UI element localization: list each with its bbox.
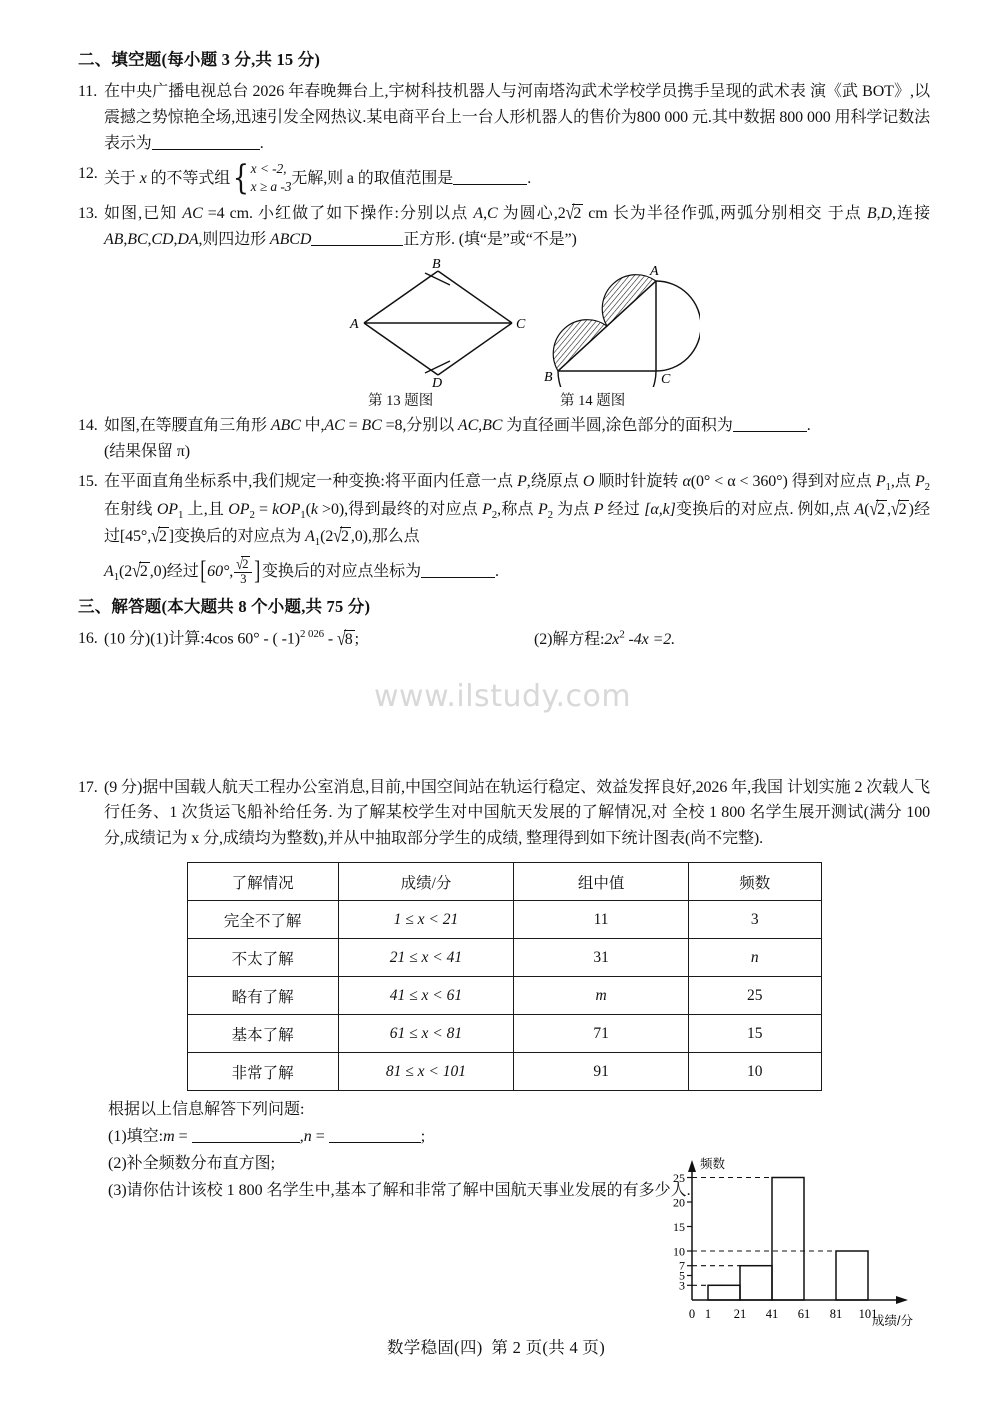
question-17-number: 17.	[78, 778, 98, 796]
q17-s1c: ,	[299, 1128, 304, 1146]
ytick-5: 5	[679, 1268, 685, 1283]
xtick-1: 1	[704, 1307, 712, 1321]
statistics-table-wrap	[78, 862, 930, 1091]
q13-l2a: 于点	[827, 205, 867, 223]
q15-l2g: 在射线	[104, 500, 157, 518]
cell-category: 完全不了解	[187, 901, 338, 939]
q13-radicand: 2	[573, 205, 582, 223]
q13-quad-abcd: ABCD	[269, 230, 312, 248]
q13-seg-bc: BC	[127, 230, 148, 248]
table-head	[187, 863, 821, 901]
q17-var-n: n	[303, 1128, 312, 1146]
q17-l4: 整理得到如下统计图表(尚不完整).	[526, 830, 764, 848]
q16-p1-radicand: 8	[344, 630, 353, 648]
q13-point-c: C	[486, 205, 498, 223]
figure-captions	[78, 389, 930, 413]
q17-s1eq2: =	[311, 1128, 329, 1146]
question-16-body	[104, 626, 930, 652]
sqrt-sign-2: √	[869, 498, 879, 520]
q15-point-p: P	[517, 472, 527, 490]
q17-sub-3: (3)请你估计该校 1 800 名学生中,基本了解和非常了解中国航天事业发展的有多少人.	[108, 1181, 691, 1199]
q13-t7: 为圆心,2	[497, 205, 566, 223]
q15-l4c: (2	[119, 562, 133, 580]
watermark: www.ilstudy.com	[374, 679, 632, 714]
q11-line-3: 元.其中数据 800 000 用科学记数法表示为	[104, 108, 931, 152]
q13-point-a: A	[473, 205, 484, 223]
q15-l2p: (	[305, 500, 311, 518]
question-12-body	[104, 157, 930, 198]
q15-k: k	[310, 500, 318, 518]
q13-t5: ,	[483, 205, 487, 223]
ytick-7: 7	[679, 1258, 685, 1273]
q15-a1-b: A	[104, 562, 114, 580]
histogram-bar-2	[740, 1266, 772, 1300]
q14-seg-bc-2: BC	[482, 416, 503, 434]
q15-frac-num	[234, 556, 252, 573]
q12-prefix: 关于	[104, 169, 140, 187]
q15-l1g: (0° < α < 360°)	[690, 472, 788, 490]
histogram-bar-3	[772, 1178, 804, 1301]
q17-blank-n[interactable]	[329, 1126, 421, 1143]
question-11-body	[104, 79, 930, 157]
q15-l4i: .	[495, 562, 499, 580]
ytick-15: 15	[673, 1220, 685, 1234]
q15-rad-5: 2	[139, 562, 148, 580]
q15-l3d: (	[864, 500, 870, 518]
page-content	[78, 48, 930, 1205]
q13-seg-da: DA	[177, 230, 199, 248]
q16-p1b: -	[324, 630, 338, 648]
q13-l2g: ,	[123, 230, 128, 248]
cell-midvalue: 91	[514, 1053, 689, 1091]
section-2-title: 二、填空题	[78, 50, 162, 69]
table-header-frequency: 频数	[689, 863, 821, 901]
q16-p2-exponent: 2	[619, 628, 625, 641]
question-17-body	[104, 775, 930, 853]
footer-subject: 数学稳固(四)	[386, 1338, 483, 1357]
question-14	[78, 413, 930, 465]
cell-range: 81 ≤ x < 101	[338, 1053, 513, 1091]
cell-category: 略有了解	[187, 977, 338, 1015]
q15-p1-sub: 1	[885, 480, 891, 493]
table-row	[187, 901, 821, 939]
question-14-number: 14.	[78, 416, 98, 434]
q14-l1k: 为直径画半圆,涂色部分的面积为	[502, 416, 733, 434]
ytick-25: 25	[673, 1171, 685, 1185]
question-13-body	[104, 201, 930, 253]
q17-score: (9 分)	[104, 778, 143, 796]
q14-seg-ac-2: AC	[457, 416, 479, 434]
question-12-number: 12.	[78, 164, 98, 182]
figures-row	[78, 257, 930, 389]
q13-seg-ac: AC	[182, 205, 203, 223]
table-row	[187, 1015, 821, 1053]
q15-l2a: 得到对应点	[791, 472, 876, 490]
q13-answer-blank[interactable]	[311, 229, 403, 246]
cell-midvalue: 71	[514, 1015, 689, 1053]
statistics-table	[187, 862, 822, 1091]
q14-l1l: .	[806, 416, 811, 434]
question-13-number: 13.	[78, 205, 98, 223]
q15-l3m: (2	[320, 528, 334, 546]
question-17	[78, 775, 930, 853]
q17-s1eq: =	[174, 1128, 192, 1146]
q17-l1: 据中国载人航天工程办公室消息,目前,中国空间站在轨运行稳定、效益发挥良好,2026 年,我国	[142, 778, 783, 796]
frequency-histogram	[650, 1148, 940, 1343]
q15-point-a1: A	[305, 528, 315, 546]
q14-answer-blank[interactable]	[733, 415, 807, 432]
cell-range: 21 ≤ x < 41	[338, 939, 513, 977]
sqrt-sign-3: √	[890, 498, 900, 520]
xtick-101: 101	[858, 1307, 878, 1321]
figure-14-svg	[540, 257, 700, 387]
q15-a1-sub: 1	[314, 536, 321, 549]
q14-l1e: =	[344, 416, 362, 434]
q15-op2: OP	[228, 500, 250, 518]
cell-category: 基本了解	[187, 1015, 338, 1053]
q14-l1g: =8,分别以	[381, 416, 458, 434]
q13-l2c: ,	[876, 205, 881, 223]
sqrt-sign-6: √	[132, 560, 141, 582]
histogram-bars	[708, 1178, 868, 1301]
cell-frequency: 15	[689, 1015, 821, 1053]
q15-p2-b: P	[482, 500, 492, 518]
sqrt-sign-4: √	[151, 526, 160, 548]
q13-seg-cd: CD	[151, 230, 174, 248]
cell-midvalue: m	[514, 977, 689, 1015]
q15-a1-b-sub: 1	[113, 571, 120, 584]
question-13	[78, 201, 930, 253]
q15-ray-op1: OP	[156, 500, 178, 518]
q13-l2e: ,连接	[891, 205, 931, 223]
q13-t9: cm 长为半径作弧,两弧分别相交	[583, 205, 823, 223]
q13-l2m: ,则四边形	[198, 230, 270, 248]
q15-kop1: kOP	[272, 500, 301, 518]
q15-p2-sub: 2	[924, 480, 930, 493]
q12-answer-blank[interactable]	[453, 168, 527, 185]
q15-rad-2: 2	[898, 500, 907, 518]
q15-l2u: ,称点	[497, 500, 538, 518]
cell-frequency: 3	[689, 901, 821, 939]
cell-frequency: 10	[689, 1053, 821, 1091]
q15-l2m: =	[254, 500, 273, 518]
ytick-10: 10	[673, 1244, 685, 1259]
cell-midvalue: 31	[514, 939, 689, 977]
q17-s1a: (1)填空:	[108, 1128, 164, 1146]
q17-l3: 全校 1 800 名学生展开测试(满分 100 分,成绩记为 x 分,成绩均为整数),并从中抽取部分学生的成绩,	[104, 804, 931, 848]
section-3-heading	[78, 595, 930, 619]
inequality-rows	[251, 160, 292, 196]
table-header-row	[187, 863, 821, 901]
q12-post: 无解,则 a 的取值范围是	[291, 169, 454, 187]
q15-op1-sub: 1	[177, 508, 184, 521]
q13-point-b: B	[866, 205, 877, 223]
question-15	[78, 469, 930, 588]
q15-l3j: ]变换后的对应点为	[168, 528, 306, 546]
histogram-x-axis-label: 成绩/分	[872, 1314, 913, 1328]
q14-line-2: (结果保留 π)	[104, 442, 190, 460]
q16-p2-label: (2)解方程:	[534, 630, 605, 648]
q17-blank-m[interactable]	[192, 1126, 300, 1143]
table-header-range: 成绩/分	[338, 863, 513, 901]
q17-sub-2: (2)补全频数分布直方图;	[108, 1154, 276, 1172]
sqrt-sign-5: √	[333, 526, 342, 548]
q13-l2i: ,	[147, 230, 152, 248]
ytick-20: 20	[673, 1195, 685, 1210]
q15-rad-4: 2	[340, 528, 349, 546]
q15-frac-den: 3	[240, 571, 247, 586]
figure-13-label-a: A	[350, 316, 359, 332]
xtick-41: 41	[765, 1307, 779, 1321]
inequality-system: { x < -2, x ≥ a -3	[232, 157, 292, 198]
figure-13-label-d: D	[432, 375, 443, 387]
xtick-21: 21	[733, 1307, 747, 1321]
q14-seg-ac: AC	[324, 416, 345, 434]
q16-p1-exponent: 2 026	[300, 628, 325, 641]
table-row	[187, 1053, 821, 1091]
q16-part-1	[104, 626, 534, 652]
figure-14-label-b: B	[544, 369, 553, 385]
q11-line-2: 演《武 BOT》,以震撼之势惊艳全场,迅速引发全网热议.某电商平台上一台人形机器人的售价为800 000	[104, 82, 930, 126]
table-body	[187, 901, 821, 1091]
q15-l3o: ,0),那么点	[350, 528, 420, 546]
section-2-heading	[78, 48, 930, 72]
q15-l2r: >0),得到最终的对应点	[317, 500, 483, 518]
q15-l2x: 为点	[552, 500, 594, 518]
q15-p1: P	[875, 472, 886, 490]
q15-l3h: )经过[45°,	[104, 500, 930, 546]
q17-s1end: ;	[420, 1128, 426, 1146]
q16-p1a: 4cos 60° - ( -1)	[204, 630, 301, 648]
q12-end: .	[527, 169, 532, 187]
q15-l4h: 变换后的对应点坐标为	[261, 562, 421, 580]
section-3-title: 三、解答题	[78, 597, 162, 617]
q13-point-d: D	[880, 205, 892, 223]
q15-p2-b-sub: 2	[491, 508, 498, 521]
cell-midvalue: 11	[514, 901, 689, 939]
inequality-2: x ≥ a -3	[250, 178, 292, 194]
question-15-number: 15.	[78, 472, 98, 490]
q15-p-b: P	[593, 500, 604, 518]
question-16-number: 16.	[78, 630, 98, 648]
q14-tri-abc: ABC	[270, 416, 301, 434]
q15-l1a: 在平面直角坐标系中,我们规定一种变换:将平面内任意一点	[104, 472, 518, 490]
q15-line-4: $A_1(2√2$ ,0)经过[60°, $\frac{√2}{3}$ ]变换后的对应点坐标为 .	[104, 557, 930, 587]
q17-l2: 计划实施 2 次载人飞行任务、1 次货运飞船补给任务. 为了解某校学生对中国航天发展的了解情况,对	[104, 778, 930, 822]
table-header-category: 了解情况	[187, 863, 338, 901]
q12-variable: x	[139, 169, 147, 187]
section-2-note: (每小题 3 分,共 15 分)	[161, 50, 321, 69]
histogram-bar-5	[836, 1251, 868, 1300]
histogram-bar-1	[708, 1285, 740, 1300]
q15-l2d: ,点	[890, 472, 915, 490]
q15-answer-blank[interactable]	[421, 561, 495, 578]
q16-p1-label: (1)计算:	[150, 630, 205, 648]
q15-op2-sub: 2	[249, 508, 255, 521]
ytick-3: 3	[679, 1278, 685, 1293]
sqrt-sign-1: √	[565, 202, 575, 225]
inequality-1: x < -2,	[250, 160, 287, 176]
q17-sub-1	[108, 1124, 930, 1151]
cell-frequency: 25	[689, 977, 821, 1015]
q15-point-a: A	[854, 500, 865, 518]
q15-p2: P	[914, 472, 925, 490]
histogram-x-ticks	[689, 1307, 878, 1321]
q15-p2-c: P	[537, 500, 548, 518]
xtick-61: 61	[797, 1307, 811, 1321]
section-3-note: (本大题共 8 个小题,共 75 分)	[161, 597, 371, 617]
q14-seg-bc: BC	[361, 416, 382, 434]
q15-l2z: 经过	[603, 500, 641, 518]
histogram-svg	[650, 1148, 940, 1338]
figure-14-label-a: A	[650, 263, 659, 279]
figure-14	[540, 257, 700, 392]
cell-range: 1 ≤ x < 21	[338, 901, 513, 939]
q15-rad-3: 2	[158, 528, 167, 546]
q16-p2a: 2x	[604, 630, 620, 648]
q15-l3f: ,	[887, 500, 891, 518]
histogram-y-axis-label: 频数	[700, 1157, 726, 1171]
q15-fraction	[234, 556, 252, 586]
cell-frequency: n	[689, 939, 821, 977]
q15-kop1-sub: 1	[300, 508, 306, 521]
q15-rad-1: 2	[877, 500, 886, 518]
question-16	[78, 626, 930, 652]
q14-l1a: 如图,在等腰直角三角形	[104, 416, 271, 434]
figure-13-label-b: B	[432, 256, 441, 272]
xtick-0: 0	[688, 1307, 696, 1321]
q13-t1: 如图,已知	[104, 205, 183, 223]
histogram-y-ticks	[673, 1171, 692, 1293]
q15-origin-o: O	[582, 472, 595, 490]
table-row	[187, 977, 821, 1015]
cell-category: 不太了解	[187, 939, 338, 977]
q15-l2j: 上,且	[183, 500, 229, 518]
q16-p1c: ;	[354, 630, 359, 648]
figure-13-caption: 第 13 题图	[368, 392, 434, 409]
cell-range: 41 ≤ x < 61	[338, 977, 513, 1015]
q15-p2-c-sub: 2	[547, 508, 553, 521]
page-footer	[0, 1334, 992, 1358]
q13-l2k: ,	[173, 230, 178, 248]
question-12	[78, 157, 930, 198]
question-14-body	[104, 413, 930, 465]
q13-l2o: 正方形. (填“是”或“不是”)	[403, 230, 577, 248]
q17-sub-intro: 根据以上信息解答下列问题:	[108, 1101, 305, 1119]
footer-page-number: 第 2 页(共 4 页)	[491, 1338, 606, 1357]
q13-t3: =4 cm. 小红做了如下操作:分别以点	[202, 205, 474, 223]
xtick-81: 81	[829, 1307, 843, 1321]
q15-l3b: 变换后的对应点. 例如,点	[675, 500, 855, 518]
figure-13	[346, 257, 526, 392]
q11-line-1: 在中央广播电视总台 2026 年春晚舞台上,宇树科技机器人与河南塔沟武术学校学员携手呈现的武术表	[104, 82, 806, 100]
question-11-number: 11.	[78, 82, 98, 100]
q15-alpha: α	[682, 472, 691, 490]
q17-var-m: m	[163, 1128, 175, 1146]
q11-line-3-end: .	[259, 134, 264, 152]
q15-l1c: ,绕原点	[526, 472, 583, 490]
q15-frac-radicand: 2	[242, 557, 249, 572]
q11-answer-blank[interactable]	[152, 133, 260, 150]
q16-p2b: -4x =2.	[624, 630, 676, 648]
figure-14-label-c: C	[661, 371, 671, 387]
q15-transform-bracket: [α,k]	[644, 500, 676, 518]
table-header-midvalue: 组中值	[514, 863, 689, 901]
question-15-body	[104, 469, 930, 588]
cell-category: 非常了解	[187, 1053, 338, 1091]
figure-14-caption: 第 14 题图	[560, 392, 626, 409]
figure-13-svg	[346, 257, 526, 387]
table-row	[187, 939, 821, 977]
q12-mid: 的不等式组	[146, 169, 231, 187]
cell-range: 61 ≤ x < 81	[338, 1015, 513, 1053]
q15-l1e: 顺时针旋转	[594, 472, 683, 490]
q16-part-2	[534, 628, 676, 648]
q14-l1c: 中,	[300, 416, 325, 434]
sqrt-sign-8: √	[337, 628, 346, 650]
answer-space-16	[78, 657, 930, 775]
q14-l1i: ,	[478, 416, 483, 434]
q15-l4f: 60°,	[207, 562, 234, 580]
q16-score: (10 分)	[104, 630, 151, 648]
figure-13-label-c: C	[516, 316, 526, 332]
sqrt-sign-7: √	[236, 555, 244, 573]
q15-l4e: ,0)经过	[149, 562, 199, 580]
q13-seg-ab: AB	[104, 230, 124, 248]
question-11	[78, 79, 930, 157]
